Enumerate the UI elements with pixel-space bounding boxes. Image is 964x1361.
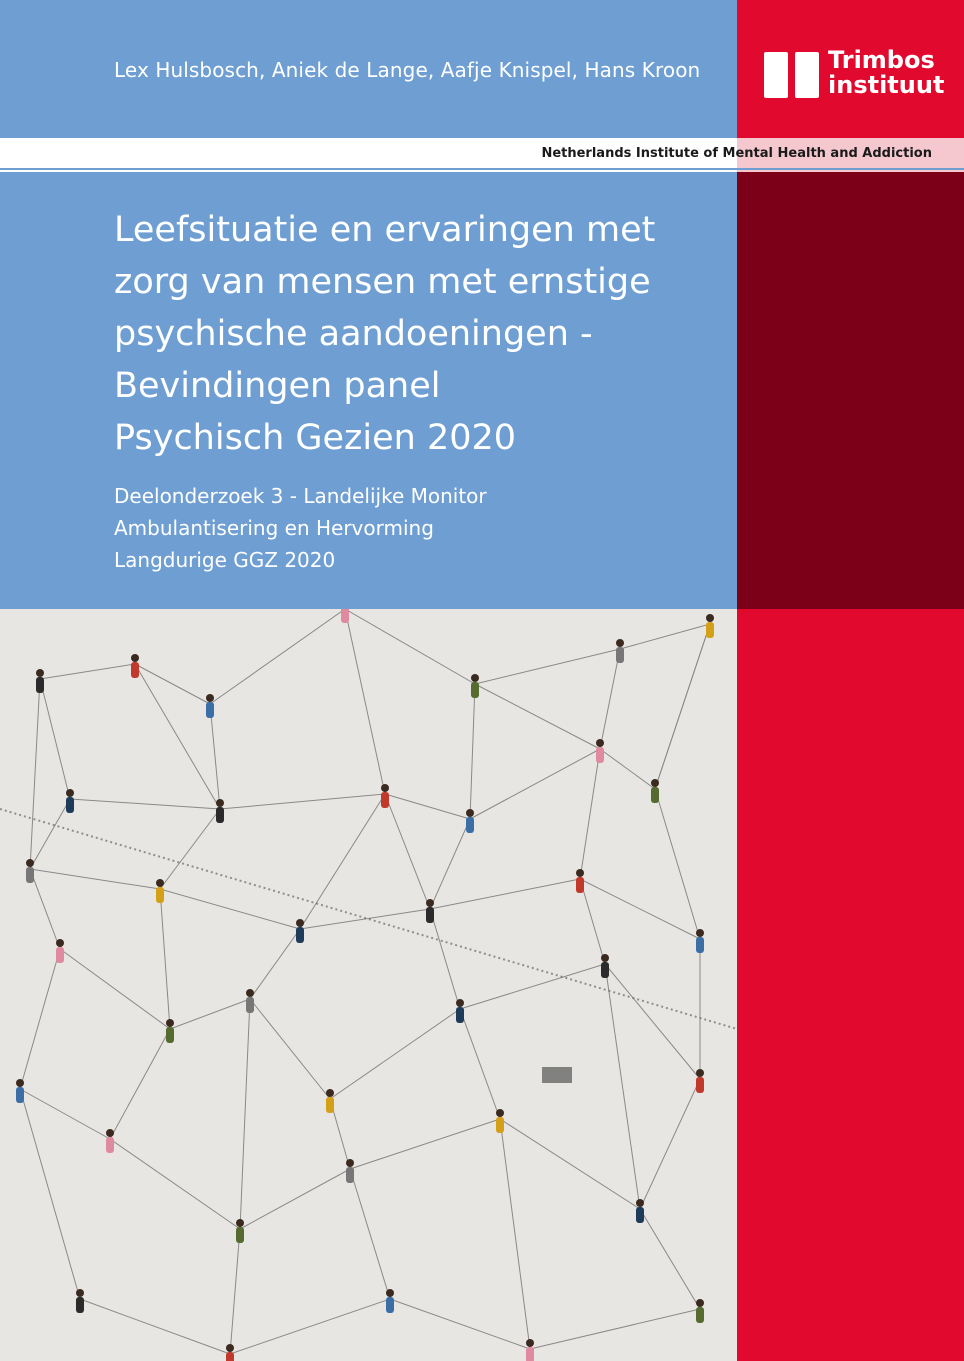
logo-wordmark — [828, 48, 944, 98]
subtitle-line: Ambulantisering en Hervorming — [114, 516, 434, 540]
institute-tagline: Netherlands Institute of Mental Health and Addiction — [541, 146, 932, 161]
person-figure — [56, 939, 64, 963]
person-figure — [456, 999, 464, 1023]
person-figure — [601, 954, 609, 978]
title-line: zorg van mensen met ernstige — [114, 262, 651, 302]
people-network-image — [0, 609, 737, 1361]
person-figure — [156, 879, 164, 903]
trimbos-logo — [764, 48, 954, 104]
person-figure — [26, 859, 34, 883]
subtitle-line: Deelonderzoek 3 - Landelijke Monitor — [114, 484, 487, 508]
person-figure — [341, 609, 349, 623]
cover-photo — [0, 609, 737, 1361]
subtitle-line: Langdurige GGZ 2020 — [114, 548, 336, 572]
person-figure — [216, 799, 224, 823]
authors: Lex Hulsbosch, Aniek de Lange, Aafje Knispel, Hans Kroon — [114, 58, 701, 82]
person-figure — [576, 869, 584, 893]
person-figure — [616, 639, 624, 663]
person-figure — [246, 989, 254, 1013]
person-figure — [326, 1089, 334, 1113]
person-figure — [526, 1339, 534, 1361]
person-figure — [386, 1289, 394, 1313]
person-figure — [496, 1109, 504, 1133]
person-figure — [596, 739, 604, 763]
person-figure — [381, 784, 389, 808]
red-sidebar — [737, 609, 964, 1361]
tagline-divider — [0, 168, 964, 170]
dark-red-panel — [737, 172, 964, 609]
person-figure — [236, 1219, 244, 1243]
person-figure — [206, 694, 214, 718]
person-figure — [296, 919, 304, 943]
person-figure — [66, 789, 74, 813]
person-figure — [466, 809, 474, 833]
person-figure — [696, 929, 704, 953]
person-figure — [16, 1079, 24, 1103]
person-figure — [471, 674, 479, 698]
logo-line-1: Trimbos — [828, 46, 935, 74]
person-figure — [106, 1129, 114, 1153]
person-figure — [36, 669, 44, 693]
report-title — [114, 204, 714, 464]
report-subtitle — [114, 480, 714, 576]
person-figure — [696, 1299, 704, 1323]
title-line: Psychisch Gezien 2020 — [114, 418, 517, 458]
title-line: Leefsituatie en ervaringen met — [114, 210, 656, 250]
person-figure — [346, 1159, 354, 1183]
person-figure — [696, 1069, 704, 1093]
person-figure — [76, 1289, 84, 1313]
person-figure — [131, 654, 139, 678]
person-figure — [651, 779, 659, 803]
logo-line-2: instituut — [828, 71, 945, 99]
title-line: psychische aandoeningen - — [114, 314, 593, 354]
person-figure — [426, 899, 434, 923]
person-figure — [636, 1199, 644, 1223]
person-figure — [706, 614, 714, 638]
title-line: Bevindingen panel — [114, 366, 441, 406]
person-figure — [166, 1019, 174, 1043]
logo-mark-icon — [764, 52, 820, 98]
